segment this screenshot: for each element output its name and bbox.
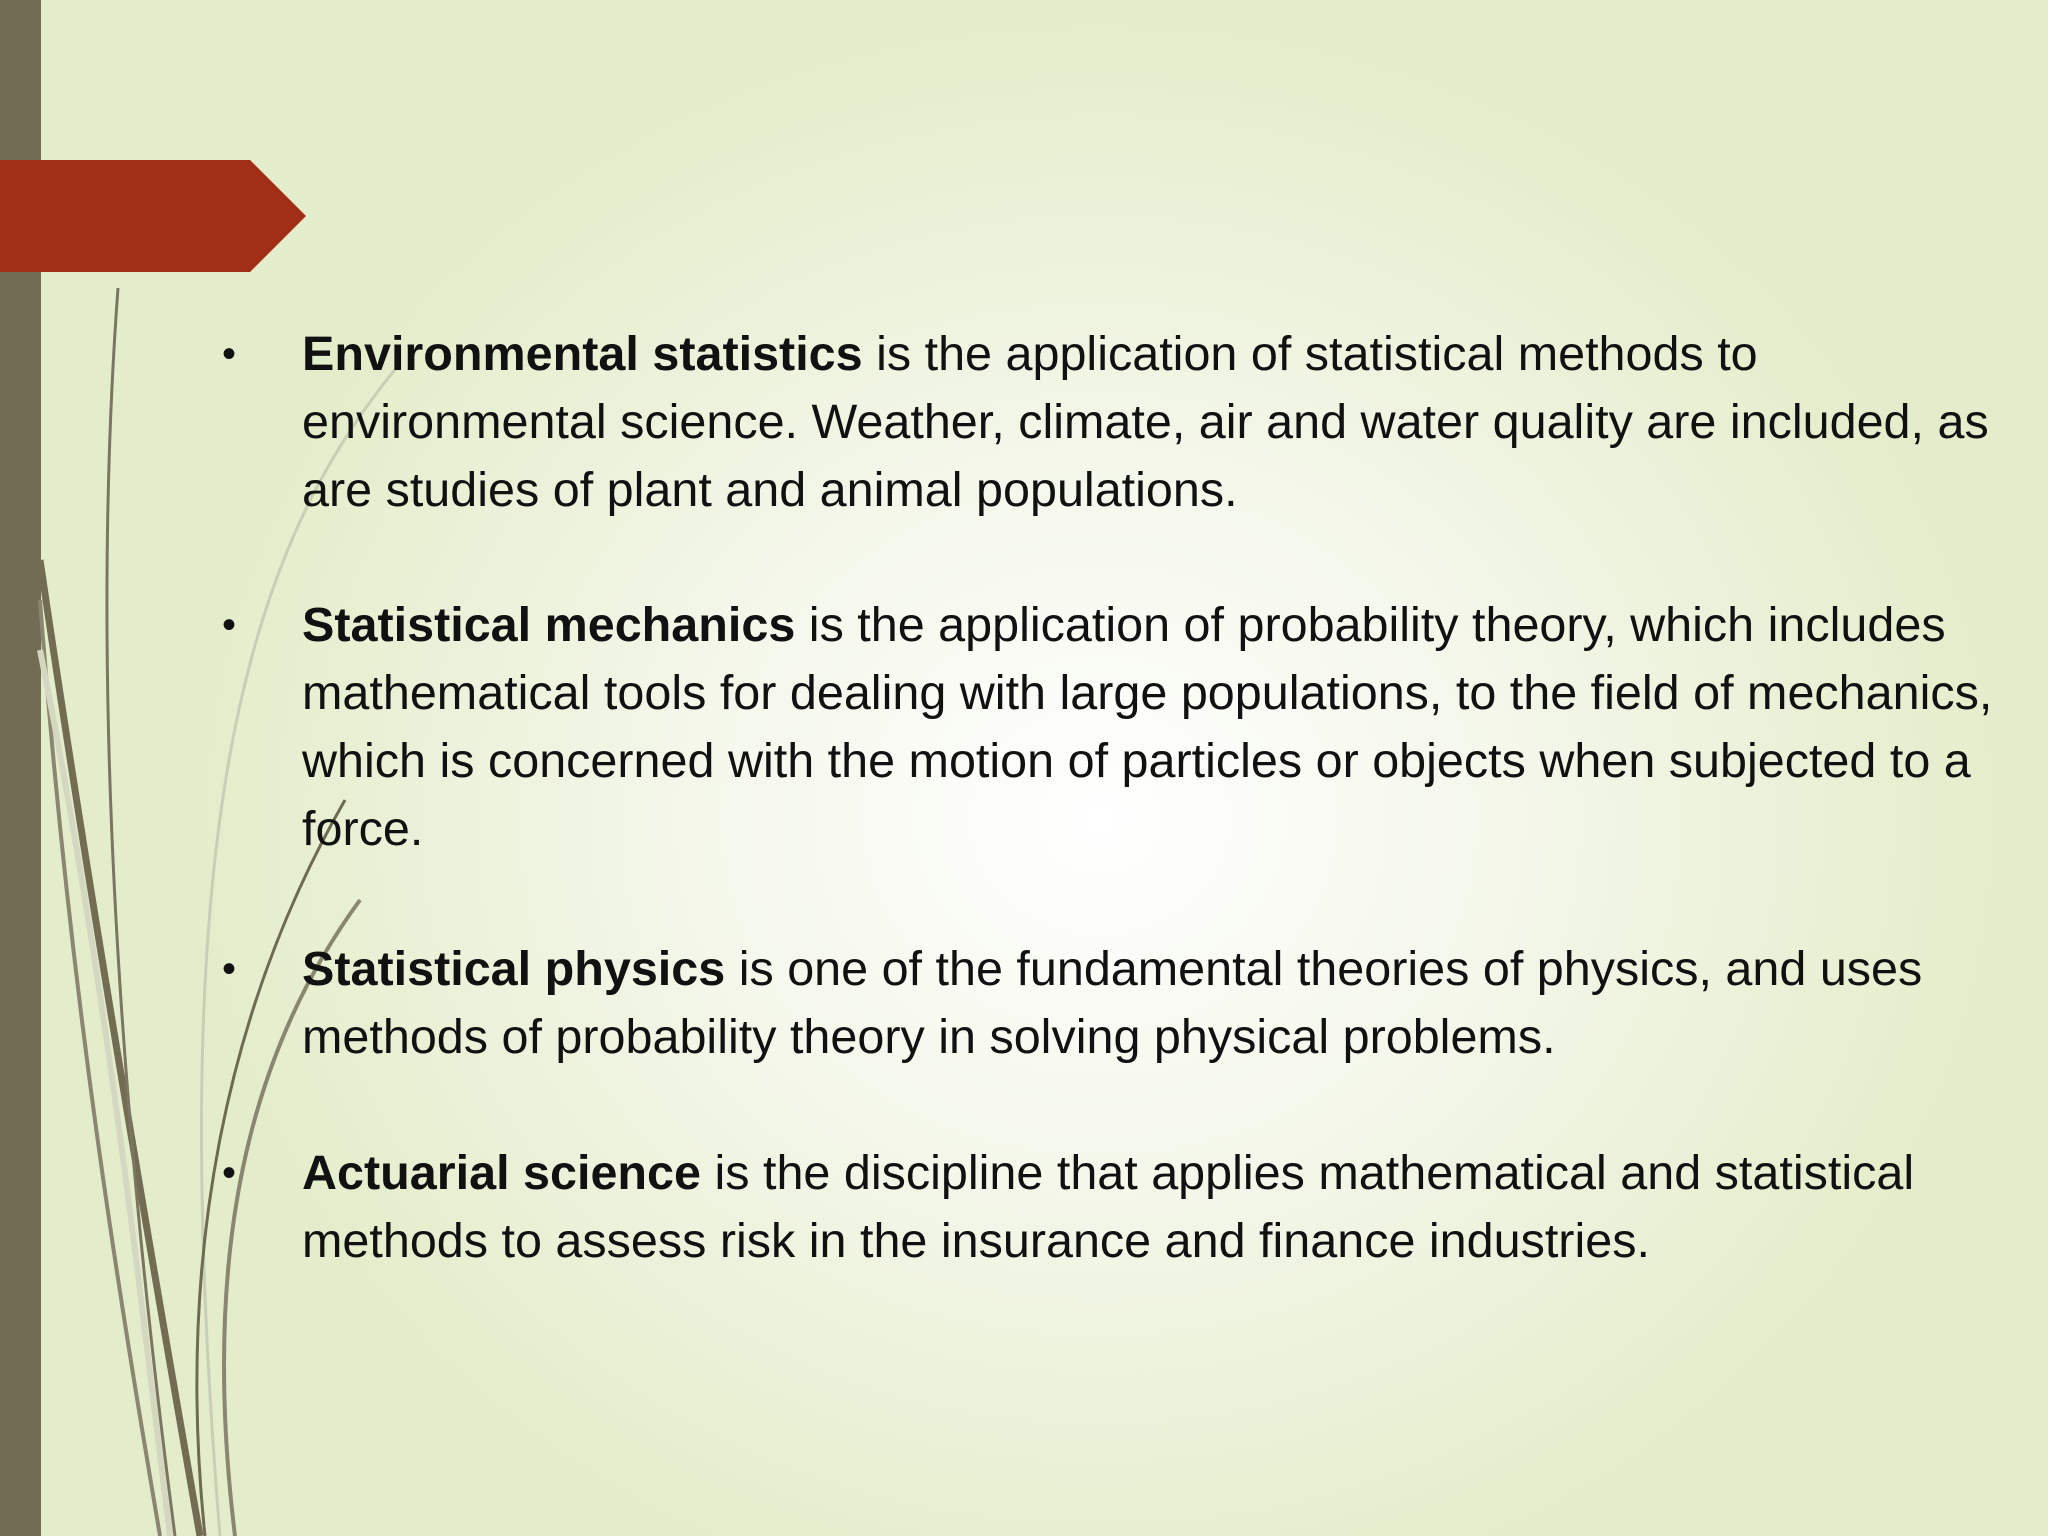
bullet-item-environmental-statistics [220,320,2010,524]
bullet-term: Environmental statistics [302,327,863,381]
title-tab-shape [0,160,306,272]
bullet-term: Statistical physics [302,942,726,996]
bullet-text: is the application of probability theory, which includes mathematical tools for dealing with large populations, to the field of mechanics, which is concerned with the motion of particles or objects when subjected to a force. [302,598,1993,856]
bullet-term: Statistical mechanics [302,598,796,652]
bullet-list [220,320,2010,1342]
bullet-term: Actuarial science [302,1146,701,1200]
bullet-item-statistical-mechanics [220,591,2010,863]
bullet-item-actuarial-science [220,1139,2010,1275]
bullet-text: is the discipline that applies mathematical and statistical methods to assess risk in the insurance and finance industries. [302,1146,1915,1268]
bullet-text: is one of the fundamental theories of physics, and uses methods of probability theory in solving physical problems. [302,942,1923,1064]
bullet-marker: • [222,332,237,376]
bullet-marker: • [222,947,237,991]
bullet-item-statistical-physics [220,935,2010,1071]
bullet-marker: • [222,1151,237,1195]
bullet-text: is the application of statistical methods to environmental science. Weather, climate, air and water quality are included, as are studies of plant and animal populations. [302,327,1989,517]
bullet-marker: • [222,603,237,647]
